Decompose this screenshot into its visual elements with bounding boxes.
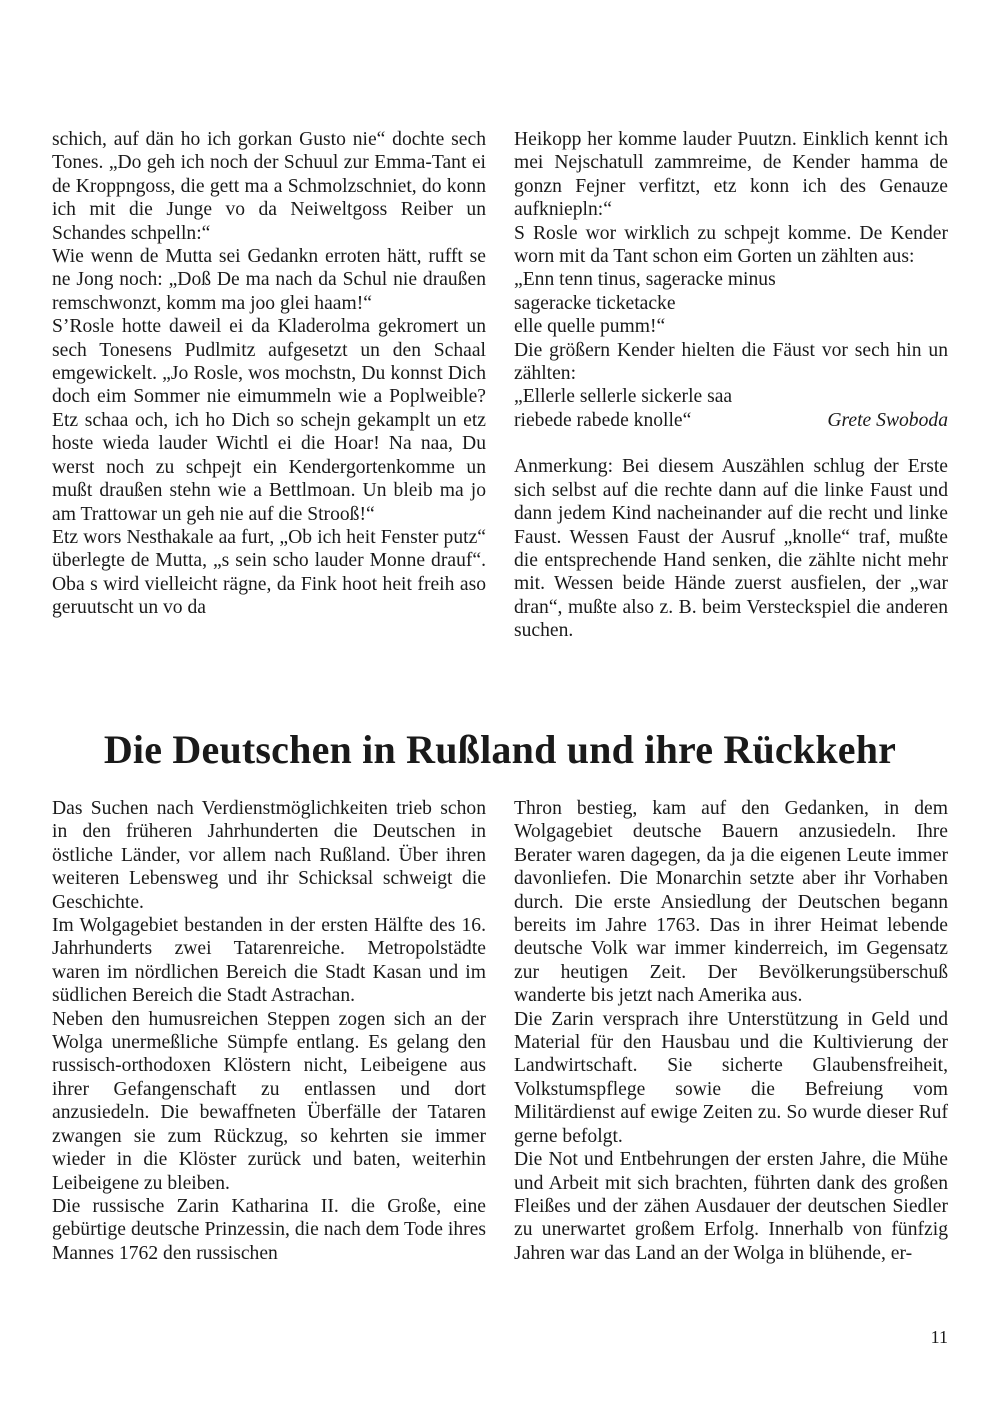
article-paragraph: Die Not und Entbehrungen der ersten Jahre, die Mühe und Arbeit mit sich brachten, führten dank des großen Fleißes und der zähen Ausdauer der deutschen Siedler zu unerwartet großem Erfolg. Innerhalb von fünfzig Jahren war das Land an der Wolga in blühende, er-	[514, 1149, 948, 1264]
footnote-remark: Anmerkung: Bei diesem Auszählen schlug der Erste sich selbst auf die rechte dann auf die linke Faust und dann jedem Kind nacheinander auf die recht und linke Faust. Wessen Faust der Ausruf „knolle“ traf, mußte die entsprechende Hand senken, die zählte nicht mehr mit. Wessen beide Hände zuerst ausfielen, der „war dran“, mußte also z. B. beim Versteckspiel die anderen suchen.	[514, 456, 948, 642]
article-paragraph: Im Wolgagebiet bestanden in der ersten Hälfte des 16. Jahrhunderts zwei Tatarenreiche. Metropolstädte waren im nördlichen Bereich die Stadt Kasan und im südlichen Bereich die Stadt Astrachan.	[52, 915, 486, 1007]
article-headline: Die Deutschen in Rußland und ihre Rückkehr	[103, 727, 897, 772]
page-number: 11	[930, 1327, 948, 1347]
rhyme-line: riebede rabede knolle“	[514, 409, 692, 431]
story-paragraph: schich, auf dän ho ich gorkan Gusto nie“ dochte sech Tones. „Do geh ich noch der Schuul zur Emma-Tant ei de Kroppngoss, die gett ma a Schmolzschniet, do konn ich mit die Junge vo da Neiweltgoss Reiber un Schandes schpelln:“	[52, 129, 486, 244]
rhyme-line: „Enn tenn tinus, sageracke minus	[514, 269, 776, 291]
story-paragraph: Wie wenn de Mutta sei Gedankn erroten hätt, rufft se ne Jong noch: „Doß De ma nach da Schul nie draußen remschwonzt, komm ma joo glei haam!“	[52, 246, 486, 314]
counting-rhyme-1	[514, 268, 948, 338]
article-column-right	[514, 797, 948, 1265]
story-paragraph: Etz wors Nesthakale aa furt, „Ob ich heit Fenster putz“ überlegte de Mutta, „s sein scho lauder Monne drauf“. Oba s wird vielleicht rägne, da Fink hoot heit freih aso geruutscht un vo da	[52, 526, 486, 619]
author-signature: Grete Swoboda	[827, 409, 948, 431]
article-paragraph: Die Zarin versprach ihre Unterstützung in Geld und Material für den Hausbau und die Kultivierung der Landwirtschaft. Sie sicherte Glaubensfreiheit, Volkstumspflege sowie die Befreiung vom Militärdienst auf ewige Zeiten zu. So wurde dieser Ruf gerne befolgt.	[514, 1008, 948, 1147]
article-paragraph: Thron bestieg, kam auf den Gedanken, in dem Wolgagebiet deutsche Bauern anzusiedeln. Ihre Berater waren dagegen, da ja die eigenen Leute immer davonliefen. Die Monarchin setzte aber ihr Vorhaben durch. Die erste Ansiedlung der Deutschen begann bereits im Jahre 1763. Das in ihrer Heimat lebende deutsche Volk war immer kinderreich, im Gegensatz zur heutigen Zeit. Der Bevölkerungsüberschuß wanderte bis jetzt nach Amerika aus.	[514, 798, 948, 1007]
story-column-left	[52, 128, 486, 620]
rhyme-line: „Ellerle sellerle sickerle saa	[514, 386, 733, 408]
article-paragraph: Das Suchen nach Verdienstmöglichkeiten trieb schon in den früheren Jahrhunderten die Deutschen in östliche Länder, vor allem nach Rußland. Über ihren weiteren Lebensweg und ihr Schicksal schweigt die Geschichte.	[52, 798, 486, 913]
article-paragraph: Neben den humusreichen Steppen zogen sich an der Wolga unermeßliche Sümpfe entlang. Es gelang den russisch-orthodoxen Klöstern nicht, Leibeigene aus ihrer Gefangenschaft zu entlassen und dort anzusiedeln. Die bewaffneten Überfälle der Tataren zwangen sie zum Rückzug, so kehrten sie immer wieder in die Klöster zurück und baten, weiterhin Leibeigene zu bleiben.	[52, 1008, 486, 1194]
article-column-left	[52, 797, 486, 1265]
counting-rhyme-2	[514, 385, 948, 432]
story-column-right	[514, 128, 948, 643]
story-paragraph: S Rosle wor wirklich zu schpejt komme. De Kender worn mit da Tant schon eim Gorten un zählten aus:	[514, 222, 948, 268]
story-paragraph: S’Rosle hotte daweil ei da Kladerolma gekromert un sech Tonesens Pudlmitz aufgesetzt un den Schaal emgewickelt. „Jo Rosle, wos mochstn, Du konnst Dich doch eim Sommer nie eimummeln wie a Poplweible? Etz schaa och, ich ho Dich so schejn gekamplt un etz hoste wieda lauder Wichtl ei die Hoar! Na naa, Du werst noch zu schpejt ein Kendergortenkomme un mußt draußen stehn wie a Bettlmoan. Un bleib ma jo am Trattowar un geh nie auf die Strooß!“	[52, 316, 486, 525]
story-paragraph: Die größern Kender hielten die Fäust vor sech hin un zählten:	[514, 339, 948, 385]
rhyme-line: elle quelle pumm!“	[514, 316, 666, 338]
story-paragraph: Heikopp her komme lauder Puutzn. Einklich kennt ich mei Nejschatull zammreime, de Kender hamma de gonzn Fejner verfitzt, etz konn ich des Genauze aufkniepln:“	[514, 129, 948, 221]
rhyme-line: sageracke ticketacke	[514, 292, 676, 314]
article-paragraph: Die russische Zarin Katharina II. die Große, eine gebürtige deutsche Prinzessin, die nach dem Tode ihres Mannes 1762 den russischen	[52, 1195, 486, 1264]
